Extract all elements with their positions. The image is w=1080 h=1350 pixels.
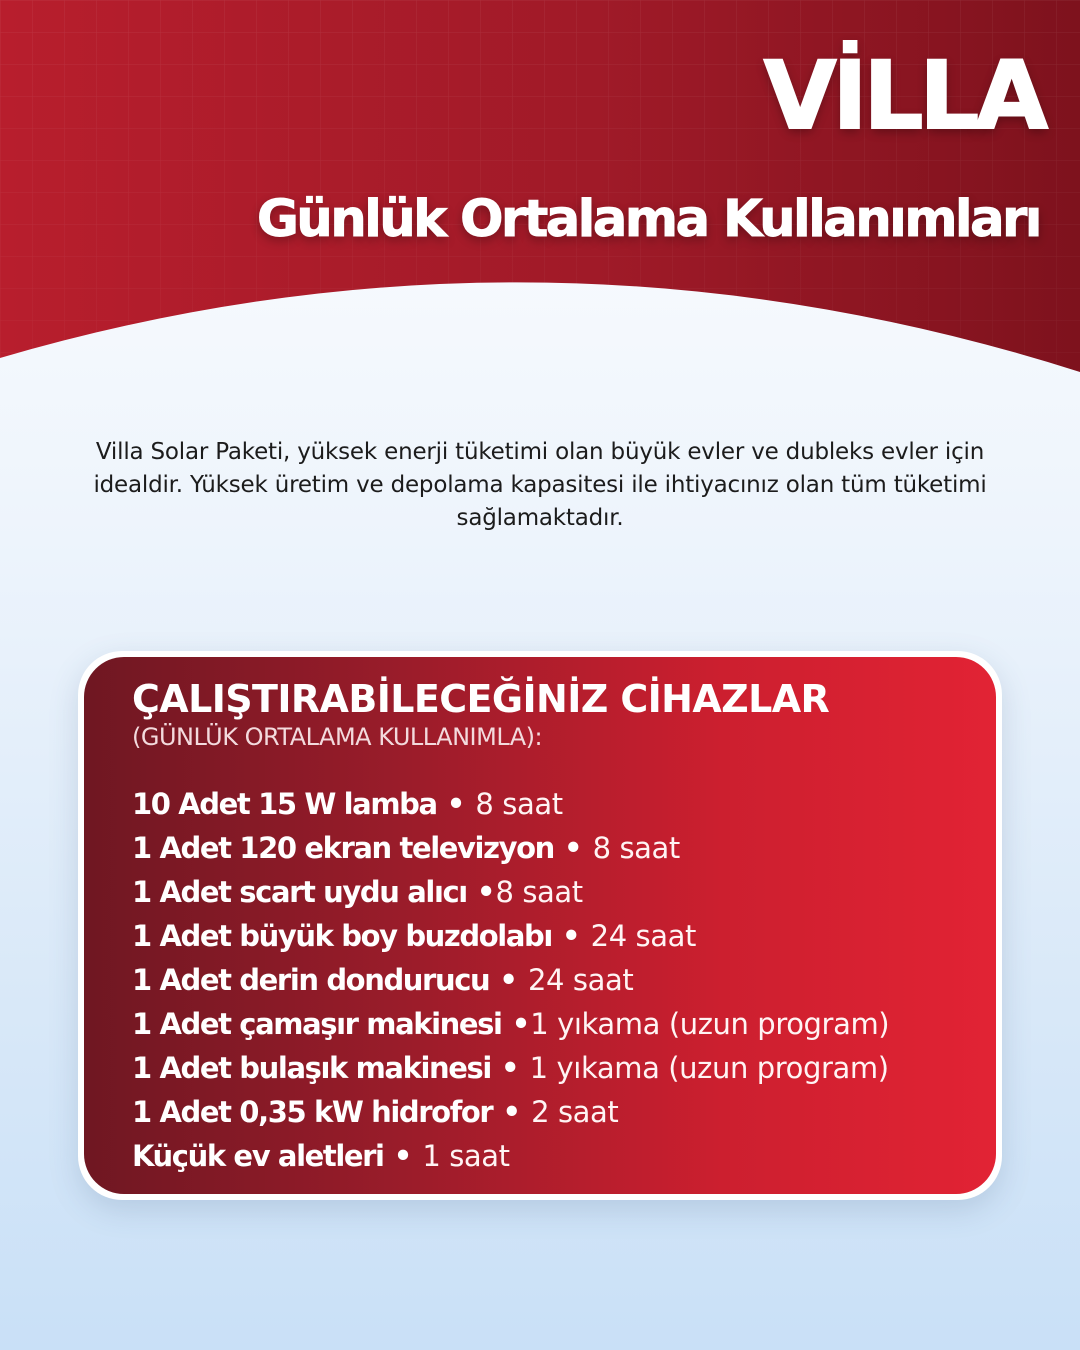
brand-title: VİLLA [763, 42, 1044, 151]
device-item [132, 1090, 889, 1134]
bullet-separator: • [501, 1007, 531, 1041]
device-name: 1 Adet 120 ekran televizyon [132, 831, 554, 865]
bullet-separator: • [553, 831, 593, 865]
device-item [132, 870, 889, 914]
device-name: 1 Adet bulaşık makinesi [132, 1051, 491, 1085]
device-name: 1 Adet derin dondurucu [132, 963, 490, 997]
device-item [132, 958, 889, 1002]
device-usage: 24 saat [590, 919, 696, 953]
intro-text: Villa Solar Paketi, yüksek enerji tüketimi olan büyük evler ve dubleks evler için idealdir. Yüksek üretim ve depolama kapasitesi ile ihtiyacınız olan tüm tüketimi sağlamaktadır. [93, 439, 987, 531]
bullet-separator: • [383, 1139, 423, 1173]
device-list [132, 782, 889, 1178]
device-item [132, 782, 889, 826]
device-item [132, 826, 889, 870]
device-name: 1 Adet 0,35 kW hidrofor [132, 1095, 493, 1129]
devices-card [84, 657, 996, 1194]
device-name: 1 Adet scart uydu alıcı [132, 875, 467, 909]
device-name: 10 Adet 15 W lamba [132, 787, 437, 821]
device-usage: 1 yıkama (uzun program) [529, 1051, 889, 1085]
device-usage: 2 saat [531, 1095, 619, 1129]
bullet-separator: • [490, 1051, 530, 1085]
device-item [132, 914, 889, 958]
device-usage: 1 yıkama (uzun program) [530, 1007, 890, 1041]
bullet-separator: • [551, 919, 591, 953]
bullet-separator: • [492, 1095, 532, 1129]
device-name: 1 Adet büyük boy buzdolabı [132, 919, 552, 953]
device-item [132, 1046, 889, 1090]
card-title: ÇALIŞTIRABİLECEĞİNİZ CİHAZLAR [132, 677, 830, 721]
device-usage: 24 saat [527, 963, 634, 997]
bullet-separator: • [489, 963, 528, 997]
card-subtitle: (GÜNLÜK ORTALAMA KULLANIMLA): [132, 723, 543, 751]
page-title: Günlük Ortalama Kullanımları [256, 190, 1040, 249]
device-usage: 8 saat [592, 831, 680, 865]
device-name: 1 Adet çamaşır makinesi [132, 1007, 502, 1041]
device-item [132, 1002, 889, 1046]
device-name: Küçük ev aletleri [132, 1139, 384, 1173]
device-usage: 1 saat [422, 1139, 510, 1173]
device-usage: 8 saat [475, 787, 563, 821]
device-item [132, 1134, 889, 1178]
device-usage: 8 saat [495, 875, 583, 909]
bullet-separator: • [466, 875, 496, 909]
bullet-separator: • [436, 787, 476, 821]
